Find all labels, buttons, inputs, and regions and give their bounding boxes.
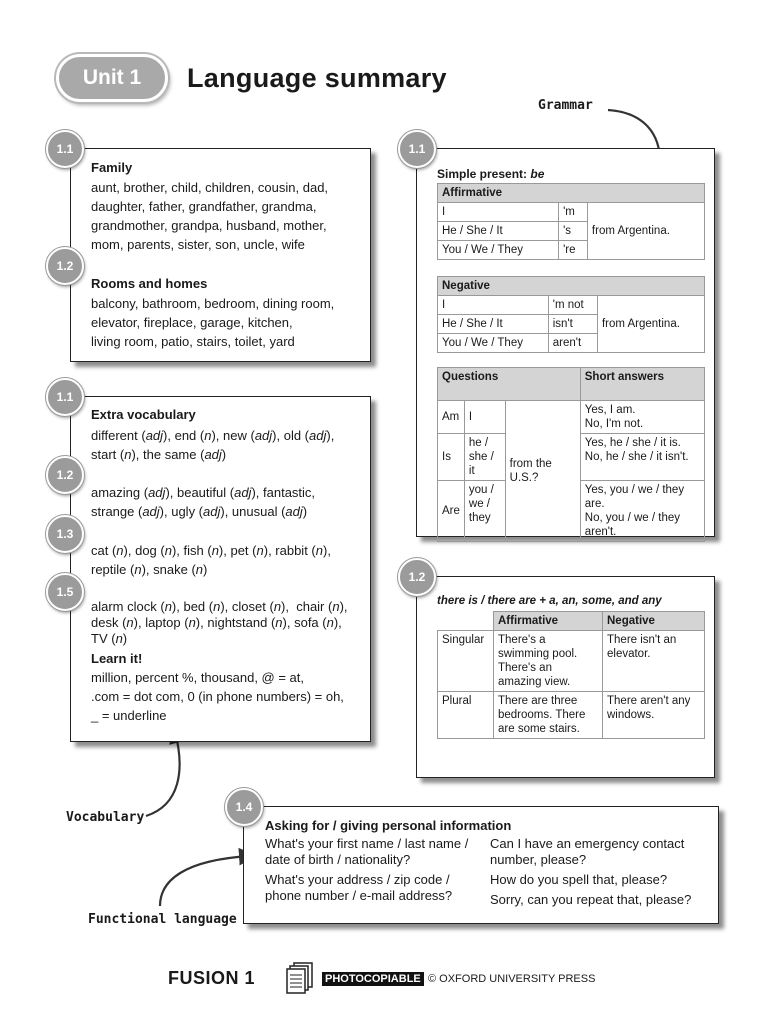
section-badge: 1.2: [46, 456, 84, 494]
extra-group-3: cat (n), dog (n), fish (n), pet (n), rabbit (n), reptile (n), snake (n): [91, 543, 331, 577]
photocopy-icon: [286, 962, 316, 994]
functional-heading: Asking for / giving personal information: [265, 818, 512, 833]
functional-box: [243, 806, 719, 924]
footer-brand: FUSION 1: [168, 968, 256, 988]
learn-it-heading: Learn it!: [91, 651, 143, 666]
section-badge: 1.1: [398, 130, 436, 168]
section-badge: 1.1: [46, 378, 84, 416]
functional-annotation: Functional language: [88, 912, 237, 927]
section-badge: 1.1: [46, 130, 84, 168]
section-badge: 1.5: [46, 573, 84, 611]
functional-questions: What's your first name / last name / date of birth / nationality? What's your address / zip code / phone number / e-mail address?: [265, 836, 469, 903]
publisher-credit: © OXFORD UNIVERSITY PRESS: [428, 973, 596, 985]
there-is-title: there is / there are + a, an, some, and any: [437, 595, 662, 607]
section-badge: 1.3: [46, 515, 84, 553]
extra-group-2: amazing (adj), beautiful (adj), fantastic, strange (adj), ugly (adj), unusual (adj): [91, 485, 316, 519]
section-badge: 1.2: [398, 558, 436, 596]
affirmative-table: Affirmative I 'm from Argentina. He / She / It 's You / We / They 're: [437, 183, 705, 260]
arrow-to-vocabulary: [146, 732, 180, 816]
section-badge: 1.2: [46, 247, 84, 285]
there-is-box: [416, 576, 715, 778]
photocopiable-label: PHOTOCOPIABLE: [322, 972, 424, 986]
family-list: aunt, brother, child, children, cousin, dad, daughter, father, grandfather, grandma, grandmother, grandpa, husband, mother, mom, parents, sister, son, uncle, wife: [91, 180, 329, 252]
arrow-to-functional: [160, 856, 250, 906]
extra-group-1: different (adj), end (n), new (adj), old (adj), start (n), the same (adj): [91, 428, 335, 462]
grammar-annotation: Grammar: [538, 98, 593, 113]
rooms-list: balcony, bathroom, bedroom, dining room, elevator, fireplace, garage, kitchen, living room, patio, stairs, toilet, yard: [91, 296, 335, 349]
family-heading: Family: [91, 160, 133, 175]
extra-heading: Extra vocabulary: [91, 407, 196, 422]
there-is-table: Affirmative Negative Singular There's a swimming pool. There's an amazing view. There isn't an elevator. Plural There are three bedrooms. There are some stairs. There aren't any windows.: [437, 611, 705, 739]
questions-table: Questions Short answers Am I from the U.S.? Yes, I am. No, I'm not. Is he / she / it Yes, he / she / it is. No, he / she / it isn't. Are you / we / they Yes, you / we / they are. No, you / we / they aren't.: [437, 367, 705, 542]
page-title: Language summary: [187, 63, 447, 93]
extra-group-4: alarm clock (n), bed (n), closet (n), chair (n), desk (n), laptop (n), nightstand (n), sofa (n), TV (n): [91, 599, 348, 646]
negative-table: Negative I 'm not from Argentina. He / She / It isn't You / We / They aren't: [437, 276, 705, 353]
unit-badge: Unit 1: [56, 54, 168, 102]
functional-requests: Can I have an emergency contact number, please? How do you spell that, please? Sorry, can you repeat that, please?: [490, 836, 692, 907]
grammar-box: [416, 148, 715, 537]
grammar-title: Simple present: be: [437, 167, 545, 181]
vocabulary-annotation: Vocabulary: [66, 810, 145, 825]
rooms-heading: Rooms and homes: [91, 276, 208, 291]
extra-vocabulary-box: [70, 396, 371, 742]
family-rooms-box: [70, 148, 371, 362]
learn-it-list: million, percent %, thousand, @ = at, .com = dot com, 0 (in phone numbers) = oh, _ = underline: [91, 670, 344, 723]
section-badge: 1.4: [225, 788, 263, 826]
